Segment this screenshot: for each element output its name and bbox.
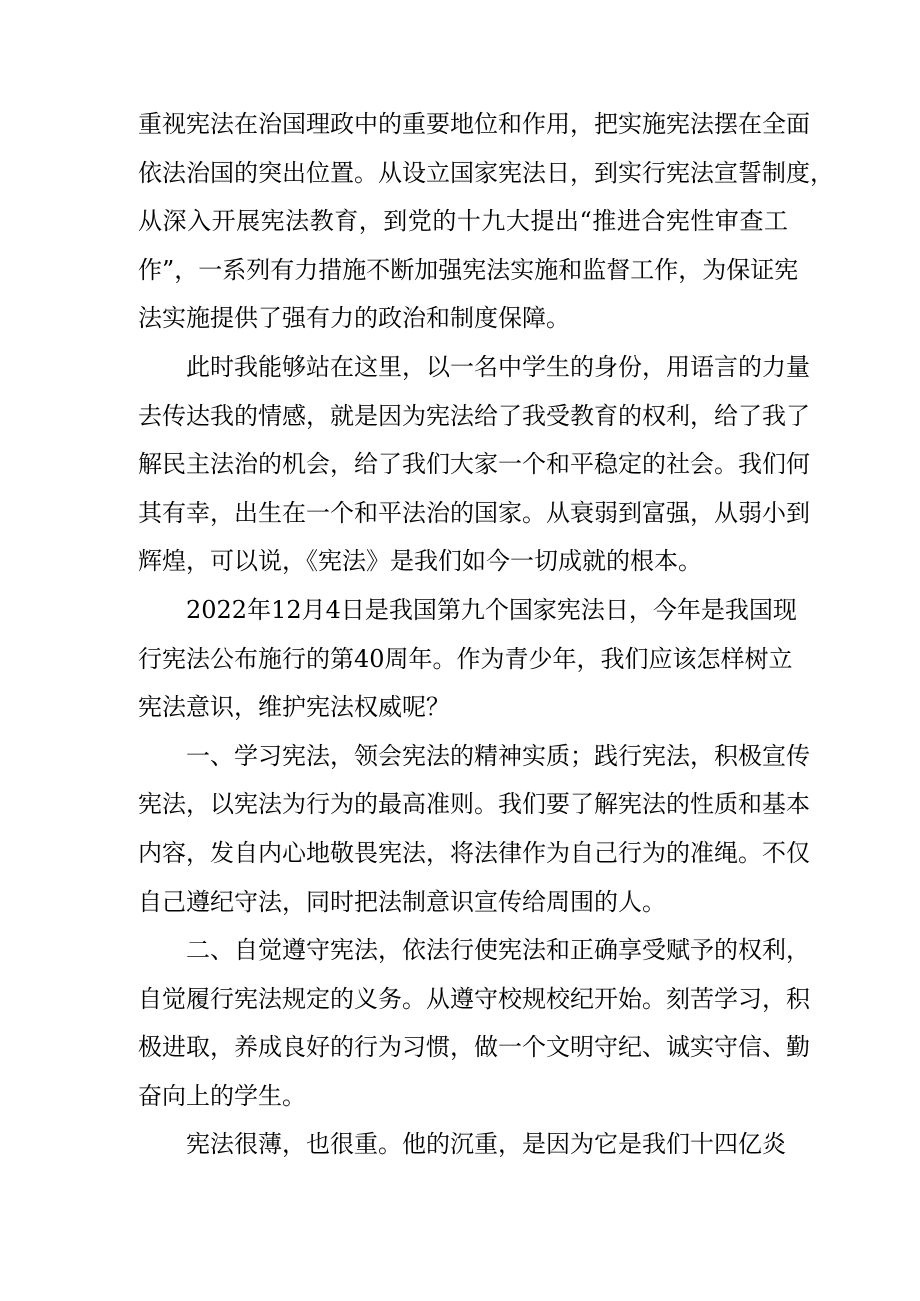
text-line: 极进取，养成良好的行为习惯，做一个文明守纪、诚实守信、勤 [138,1033,810,1062]
document-body [138,100,834,1169]
paragraph-6 [138,1120,788,1169]
text-line: 解民主法治的机会，给了我们大家一个和平稳定的社会。我们何 [138,450,810,479]
paragraph-5 [138,926,810,1120]
text-line: 宪法，以宪法为行为的最高准则。我们要了解宪法的性质和基本 [138,790,810,819]
paragraph-1 [138,100,834,343]
text-line: 重视宪法在治国理政中的重要地位和作用，把实施宪法摆在全面 [138,110,810,138]
paragraph-3 [138,586,797,732]
text-line: 其有幸，出生在一个和平法治的国家。从衰弱到富强，从弱小到 [138,498,810,527]
text-line: 宪法意识，维护宪法权威呢？ [138,693,450,722]
text-line: 自觉履行宪法规定的义务。从遵守校规校纪开始。刻苦学习，积 [138,984,810,1013]
text-line: 法实施提供了强有力的政治和制度保障。 [138,304,570,333]
text-line: 从深入开展宪法教育，到党的十九大提出“推进合宪性审查工 [138,207,788,236]
text-line: 行宪法公布施行的第40周年。作为青少年，我们应该怎样树立 [138,644,793,673]
text-line: 此时我能够站在这里，以一名中学生的身份，用语言的力量 [186,352,810,381]
text-line: 辉煌，可以说，《宪法》是我们如今一切成就的根本。 [138,547,702,576]
paragraph-4 [138,732,810,926]
text-line: 宪法很薄，也很重。他的沉重，是因为它是我们十四亿炎 [186,1130,786,1159]
text-line: 奋向上的学生。 [138,1081,306,1110]
text-line: 内容，发自内心地敬畏宪法，将法律作为自己行为的准绳。不仅 [138,838,810,867]
text-line: 自己遵纪守法，同时把法制意识宣传给周围的人。 [138,887,666,916]
text-line: 二、自觉遵守宪法，依法行使宪法和正确享受赋予的权利， [186,936,810,965]
text-line: 2022年12月4日是我国第九个国家宪法日，今年是我国现 [186,595,797,624]
text-line: 作”，一系列有力措施不断加强宪法实施和监督工作，为保证宪 [138,255,799,284]
paragraph-2 [138,343,810,586]
text-line: 依法治国的突出位置。从设立国家宪法日，到实行宪法宣誓制度， [138,158,834,187]
text-line: 去传达我的情感，就是因为宪法给了我受教育的权利，给了我了 [138,401,810,430]
text-line: 一、学习宪法，领会宪法的精神实质；践行宪法，积极宣传 [186,741,810,770]
